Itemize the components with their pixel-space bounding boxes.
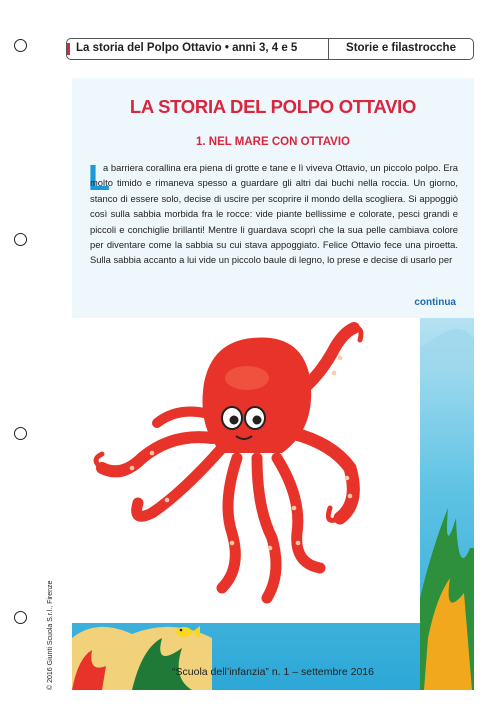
article-title: LA STORIA DEL POLPO OTTAVIO [129,96,417,117]
chapter-title: 1. NEL MARE CON OTTAVIO [196,136,350,148]
octopus-illustration [72,318,420,623]
binder-hole-4 [14,611,27,624]
binder-hole-3 [14,427,27,440]
binder-hole-2 [14,233,27,246]
binder-hole-1 [14,39,27,52]
octopus-icon [72,318,420,623]
drop-cap: L [88,157,110,198]
issue-footer: “Scuola dell’infanzia” n. 1 – settembre 2016 [172,666,374,678]
copyright-notice: © 2016 Giunti Scuola S.r.l., Firenze [47,580,54,690]
continue-label: continua [414,297,456,308]
story-paragraph: a barriera corallina era piena di grotte e tane e lì viveva Ottavio, un piccolo polpo. Era molto timido e rimaneva spesso a guardare gli altri dai buchi nella roccia. Un giorno, stanco di essere solo, decise di uscire per scoprire il mondo della scogliera. Si appoggiò così sulla sabbia morbida fra le rocce: vide piante bellissime e colorate, pesci grandi e piccoli e conchiglie brillanti! Mentre li guardava scoprì che la sua pelle cambiava colore per diventare come la sabbia su cui stava appoggiato. Felice Ottavio fece una piroetta. Sulla sabbia accanto a lui vide un piccolo baule di legno, lo prese e decise di usarlo per [90,162,458,266]
header-section: Storie e filastrocche [346,42,456,54]
header-title: La storia del Polpo Ottavio • anni 3, 4 e 5 [67,39,329,59]
page-sheet [72,78,474,690]
header-bar [66,38,474,60]
